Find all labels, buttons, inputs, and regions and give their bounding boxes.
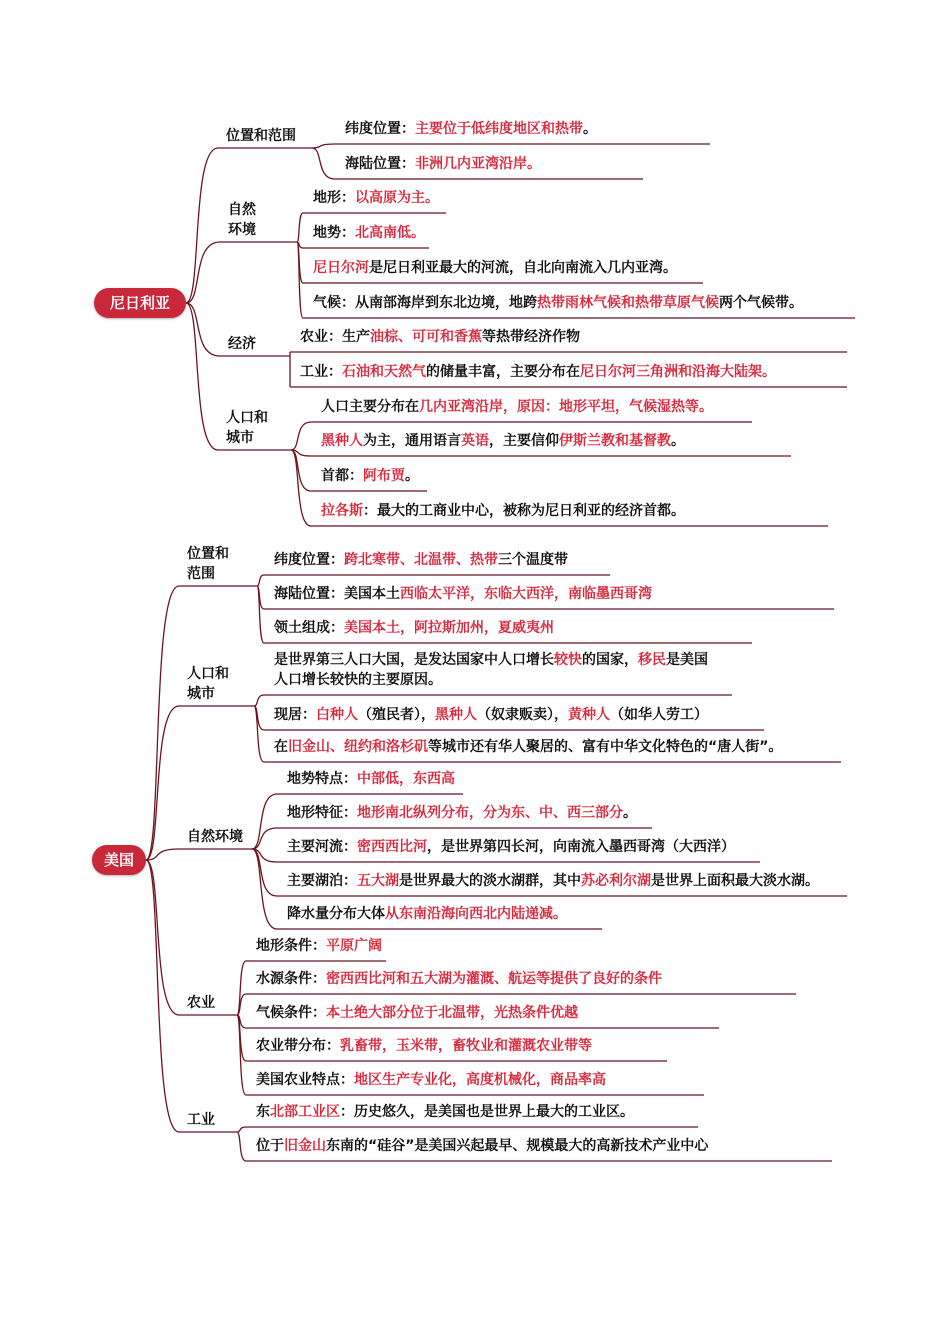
leaf-text (274, 650, 742, 690)
plain-text: （殖民者）， (358, 707, 435, 723)
highlight-text: 地形南北纵列分布，分为东、中、西三部分 (357, 805, 623, 821)
highlight-text: 平原广阔 (326, 938, 382, 954)
highlight-text: 中部低，东西高 (357, 771, 455, 787)
highlight-text: 地区生产专业化，高度机械化，商品率高 (354, 1072, 606, 1088)
highlight-text: 热带雨林气候和热带草原气候 (537, 295, 719, 311)
leaf-text (321, 501, 685, 521)
leaf-text (300, 362, 776, 382)
leaf-text (313, 293, 803, 313)
branch-label: 人口和 城市 (187, 666, 229, 702)
plain-text: 美国农业特点： (256, 1072, 354, 1088)
plain-text: ，是世界第四长河，向南流入墨西哥湾（大西洋） (427, 839, 735, 855)
leaf-text (256, 936, 382, 956)
leaf-text (287, 803, 637, 823)
leaf-text (300, 327, 580, 347)
branch-to-leaf-connector (237, 1127, 246, 1132)
leaf-text (287, 871, 819, 891)
leaf-text (287, 837, 735, 857)
plain-text: 。 (671, 433, 685, 449)
plain-text: 纬度位置： (345, 121, 415, 137)
leaf-text (313, 188, 439, 208)
plain-text: 东南的“硅谷”是美国兴起最早、规模最大的高新技术产业中心 (326, 1138, 709, 1154)
leaf-text (313, 223, 425, 243)
branch-to-leaf-connector (254, 706, 264, 762)
leaf-text (287, 769, 455, 789)
highlight-text: 美国本土，阿拉斯加州，夏威夷州 (344, 620, 554, 636)
branch-label: 位置和 范围 (187, 546, 229, 582)
plain-text: 主要河流： (287, 839, 357, 855)
leaf-text (321, 431, 685, 451)
leaf-text (256, 1136, 708, 1156)
plain-text: 东 (256, 1104, 270, 1120)
branch-label: 农业 (187, 995, 215, 1011)
leaf-text (274, 550, 568, 570)
plain-text: 在 (274, 739, 288, 755)
plain-text: 气候：从南部海岸到东北边境，地跨 (313, 295, 537, 311)
root-to-branch-connector (186, 303, 218, 450)
branch-to-leaf-connector (237, 961, 246, 1015)
highlight-text: 较快 (554, 652, 582, 668)
plain-text: 的储量丰富，主要分布在 (426, 364, 580, 380)
plain-text: 为主，通用语言 (363, 433, 461, 449)
leaf-text (313, 258, 677, 278)
plain-text: 是尼日利亚最大的河流，自北向南流入几内亚湾。 (369, 260, 677, 276)
plain-text: 地形： (313, 190, 355, 206)
leaf-text (345, 119, 597, 139)
highlight-text: 旧金山、纽约和洛杉矶 (288, 739, 428, 755)
highlight-text: 伊斯兰教和基督教 (559, 433, 671, 449)
root-node: 美国 (92, 845, 146, 875)
plain-text: 三个温度带 (498, 552, 568, 568)
plain-text: 农业带分布： (256, 1038, 340, 1054)
plain-text: 位于 (256, 1138, 284, 1154)
root-node: 尼日利亚 (94, 288, 186, 318)
root-to-branch-connector (146, 706, 179, 860)
leaf-text (256, 969, 662, 989)
highlight-text: 密西西比河 (357, 839, 427, 855)
plain-text: 。 (583, 121, 597, 137)
branch-to-leaf-connector (297, 242, 303, 318)
plain-text: 气候条件： (256, 1005, 326, 1021)
plain-text: 。 (405, 468, 419, 484)
highlight-text: 以高原为主。 (355, 190, 439, 206)
plain-text: 主要湖泊： (287, 873, 357, 889)
highlight-text: 黄种人 (568, 707, 610, 723)
branch-label: 自然 环境 (228, 202, 256, 238)
highlight-text: 主要位于低纬度地区和热带 (415, 121, 583, 137)
root-to-branch-connector (186, 148, 218, 303)
plain-text: 降水量分布大体 (287, 906, 385, 922)
plain-text: 海陆位置： (345, 156, 415, 172)
plain-text: 是世界第三人口大国，是发达国家中人口增长 (274, 652, 554, 668)
branch-label: 人口和 城市 (226, 410, 268, 446)
highlight-text: 西临太平洋，东临大西洋，南临墨西哥湾 (400, 586, 652, 602)
branch-label: 工业 (187, 1112, 215, 1128)
highlight-text: 黑种人 (435, 707, 477, 723)
branch-to-leaf-connector (254, 695, 264, 706)
highlight-text: 从东南沿海向西北内陆递减。 (385, 906, 567, 922)
root-to-branch-connector (146, 860, 179, 1132)
branch-to-leaf-connector (252, 849, 277, 929)
branch-to-leaf-connector (297, 213, 303, 242)
highlight-text: 尼日尔河三角洲和沿海大陆架。 (580, 364, 776, 380)
root-to-branch-connector (146, 860, 179, 1015)
plain-text: 地势： (313, 225, 355, 241)
highlight-text: 五大湖 (357, 873, 399, 889)
plain-text: 海陆位置：美国本土 (274, 586, 400, 602)
leaf-text (274, 618, 554, 638)
highlight-text: 几内亚湾沿岸，原因：地形平坦，气候湿热等。 (419, 399, 713, 415)
plain-text: 等城市还有华人聚居的、富有中华文化特色的“唐人街”。 (428, 739, 783, 755)
plain-text: ，主要信仰 (489, 433, 559, 449)
highlight-text: 非洲几内亚湾沿岸。 (415, 156, 541, 172)
branch-label: 自然环境 (187, 829, 243, 845)
branch-to-leaf-connector (237, 1015, 246, 1095)
branch-to-leaf-connector (291, 422, 311, 450)
plain-text: 的国家， (582, 652, 638, 668)
highlight-text: 移民 (638, 652, 666, 668)
leaf-text (274, 737, 782, 757)
plain-text: ：最大的工商业中心，被称为尼日利亚的经济首都。 (363, 503, 685, 519)
highlight-text: 密西西比河和五大湖为灌溉、航运等提供了良好的条件 (326, 971, 662, 987)
branch-to-leaf-connector (257, 575, 264, 586)
highlight-text: 白种人 (316, 707, 358, 723)
plain-text: 工业： (300, 364, 342, 380)
branch-label: 位置和范围 (226, 128, 296, 144)
plain-text: 人口主要分布在 (321, 399, 419, 415)
branch-to-leaf-connector (237, 1132, 246, 1161)
leaf-text (321, 397, 713, 417)
highlight-text: 北部工业区 (270, 1104, 340, 1120)
highlight-text: 苏必利尔湖 (581, 873, 651, 889)
branch-label: 经济 (228, 336, 256, 352)
leaf-text (256, 1003, 578, 1023)
plain-text: 是世界最大的淡水湖群，其中 (399, 873, 581, 889)
plain-text: 。 (623, 805, 637, 821)
highlight-text: 跨北寒带、北温带、热带 (344, 552, 498, 568)
plain-text: 水源条件： (256, 971, 326, 987)
plain-text: 领土组成： (274, 620, 344, 636)
plain-text: 现居： (274, 707, 316, 723)
highlight-text: 拉各斯 (321, 503, 363, 519)
highlight-text: 英语 (461, 433, 489, 449)
highlight-text: 乳畜带，玉米带，畜牧业和灌溉农业带等 (340, 1038, 592, 1054)
leaf-text (274, 584, 652, 604)
leaf-text (256, 1102, 634, 1122)
plain-text: ：历史悠久，是美国也是世界上最大的工业区。 (340, 1104, 634, 1120)
highlight-text: 北高南低。 (355, 225, 425, 241)
leaf-text (345, 154, 541, 174)
highlight-text: 旧金山 (284, 1138, 326, 1154)
leaf-text (274, 705, 708, 725)
leaf-text (256, 1036, 592, 1056)
plain-text: 是美国 人口增长较快的主要原因。 (274, 652, 708, 688)
branch-to-leaf-connector (312, 148, 335, 179)
plain-text: 地势特点： (287, 771, 357, 787)
branch-to-leaf-connector (252, 794, 277, 849)
leaf-text (256, 1070, 606, 1090)
highlight-text: 油棕、可可和香蕉 (370, 329, 482, 345)
plain-text: 地形条件： (256, 938, 326, 954)
plain-text: 两个气候带。 (719, 295, 803, 311)
branch-to-leaf-connector (257, 586, 264, 643)
plain-text: 纬度位置： (274, 552, 344, 568)
plain-text: 首都： (321, 468, 363, 484)
branch-to-leaf-connector (312, 144, 335, 148)
plain-text: 是世界上面积最大淡水湖。 (651, 873, 819, 889)
highlight-text: 黑种人 (321, 433, 363, 449)
highlight-text: 本土绝大部分位于北温带，光热条件优越 (326, 1005, 578, 1021)
highlight-text: 阿布贾 (363, 468, 405, 484)
leaf-text (287, 904, 567, 924)
plain-text: 地形特征： (287, 805, 357, 821)
plain-text: （如华人劳工） (610, 707, 708, 723)
highlight-text: 尼日尔河 (313, 260, 369, 276)
plain-text: （奴隶贩卖）， (477, 707, 568, 723)
highlight-text: 石油和天然气 (342, 364, 426, 380)
root-to-branch-connector (146, 586, 179, 860)
plain-text: 等热带经济作物 (482, 329, 580, 345)
plain-text: 农业：生产 (300, 329, 370, 345)
branch-to-leaf-connector (252, 849, 277, 896)
leaf-text (321, 466, 419, 486)
branch-to-leaf-connector (291, 450, 311, 526)
